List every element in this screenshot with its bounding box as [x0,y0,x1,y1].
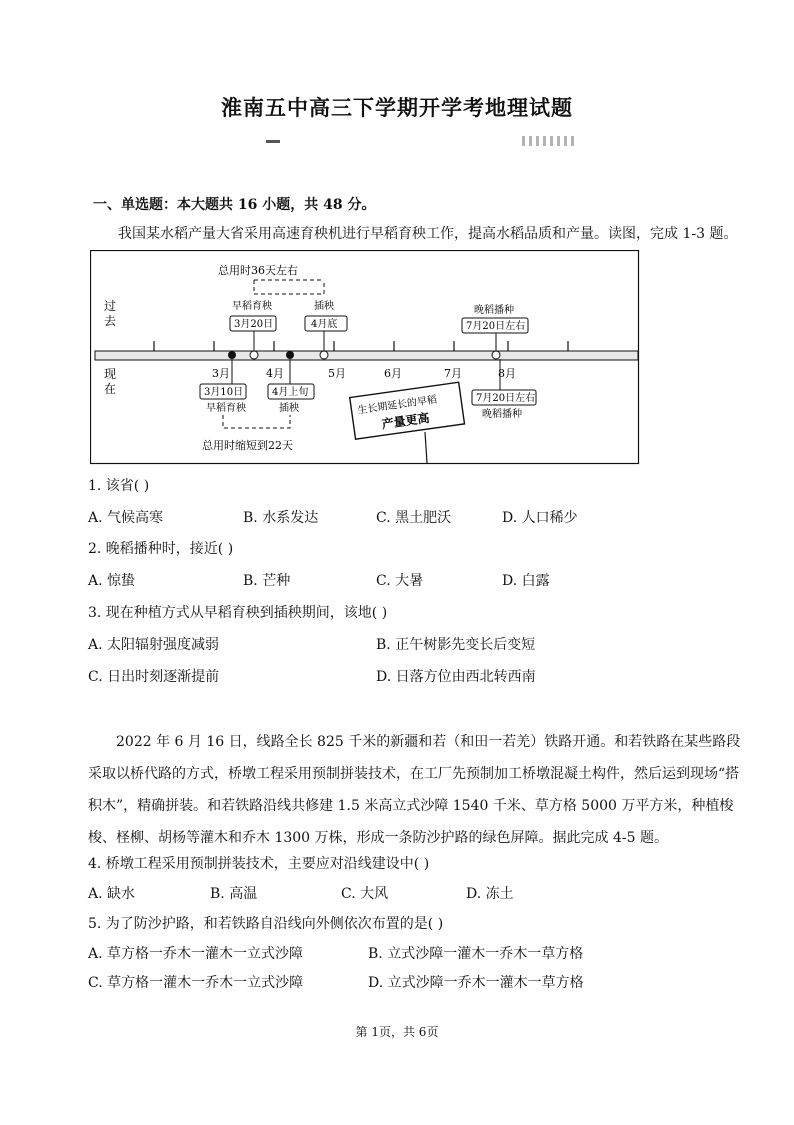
q2-option-b[interactable]: B. 芒种 [243,573,291,589]
month-label: 5月 [328,367,346,380]
past-early-label: 早稻育秧 [232,301,272,312]
q5-option-b[interactable]: B. 立式沙障一灌木一乔木一草方格 [368,946,584,962]
page-title: 淮南五中高三下学期开学考地理试题 [221,95,573,120]
scan-mark [266,140,280,143]
month-label: 3月 [212,367,230,380]
q1-option-b[interactable]: B. 水系发达 [243,510,319,526]
q5-option-a[interactable]: A. 草方格一乔木一灌木一立式沙障 [88,946,304,962]
signboard [350,382,465,439]
q4-option-a[interactable]: A. 缺水 [88,886,136,902]
past-late-date: 7月20日左右 [466,321,526,332]
now-transplant-label: 插秧 [279,403,299,414]
past-transplant-marker [320,351,328,359]
now-late-label: 晚稻播种 [482,409,522,420]
rice-timeline-diagram [90,250,640,465]
q3-option-a[interactable]: A. 太阳辐射强度减弱 [88,637,220,653]
now-label-char1: 现 [104,367,117,381]
question-3-stem: 3. 现在种植方式从早稻育秧到插秧期间，该地( ) [88,605,388,621]
month-label: 6月 [384,367,402,380]
now-label-char2: 在 [104,382,117,396]
q4-option-d[interactable]: D. 冻土 [466,886,514,902]
late-marker [492,351,500,359]
question-4-stem: 4. 桥墩工程采用预制拼装技术，主要应对沿线建设中( ) [88,856,430,872]
month-label: 8月 [498,367,516,380]
sign-line1: 生长期延长的早稻 [356,394,438,417]
past-transplant-label: 插秧 [314,301,334,312]
now-early-date: 3月10日 [204,387,244,398]
page-footer: 第 1页，共 6页 [355,1025,439,1039]
now-transplant-marker [286,351,294,359]
now-early-marker [228,351,236,359]
past-late-label: 晚稻播种 [474,305,514,316]
sign-post [425,432,427,463]
past-transplant-date: 4月底 [311,319,338,330]
total-past-label: 总用时36天左右 [218,264,298,277]
scan-mark [522,136,578,146]
sign-line2: 产量更高 [380,410,431,432]
now-late-date: 7月20日左右 [476,393,536,404]
past-label-char1: 过 [104,299,117,313]
q1-option-a[interactable]: A. 气候高寒 [88,510,164,526]
q3-option-b[interactable]: B. 正午树影先变长后变短 [376,637,536,653]
q1-option-c[interactable]: C. 黑土肥沃 [376,510,452,526]
month-label: 7月 [444,367,462,380]
q3-option-d[interactable]: D. 日落方位由西北转西南 [376,669,536,685]
past-early-marker [250,351,258,359]
section-heading: 一、单选题：本大题共 16 小题，共 48 分。 [93,197,376,213]
passage-2: 2022 年 6 月 16 日，线路全长 825 千米的新疆和若（和田一若羌）铁路开通。和若铁路在某些路段采取以桥代路的方式，桥墩工程采用预制拼装技术，在工厂先预制加工桥墩混凝土构件，然后运到现场“搭积木”，精确拼装。和若铁路沿线共修建 1.5 米高立式沙障 1540 千米、草方格 5000 万平方米，种植梭梭、柽柳、胡杨等灌木和乔木 1300 万株，形成一条防沙护路的绿色屏障。据此完成 4-5 题。 [88,734,741,846]
q2-option-d[interactable]: D. 白露 [502,573,550,589]
past-label-char2: 去 [104,314,117,328]
q2-option-c[interactable]: C. 大暑 [376,573,424,589]
month-label: 4月 [266,367,284,380]
total-now-label: 总用时缩短到22天 [202,439,293,452]
q5-option-d[interactable]: D. 立式沙障一乔木一灌木一草方格 [368,975,584,991]
now-transplant-date: 4月上旬 [272,387,309,398]
past-early-date: 3月20日 [234,319,274,330]
now-bracket [223,415,290,428]
question-1-stem: 1. 该省( ) [88,478,150,494]
intro-paragraph: 我国某水稻产量大省采用高速育秧机进行早稻育秧工作，提高水稻品质和产量。读图，完成 1-3 题。 [118,226,738,242]
q3-option-c[interactable]: C. 日出时刻逐渐提前 [88,669,220,685]
q4-option-c[interactable]: C. 大风 [341,886,389,902]
now-early-label: 早稻育秧 [206,403,246,414]
q1-option-d[interactable]: D. 人口稀少 [502,510,578,526]
question-5-stem: 5. 为了防沙护路，和若铁路自沿线向外侧依次布置的是( ) [88,916,444,932]
q2-option-a[interactable]: A. 惊蛰 [88,573,136,589]
past-bracket [254,280,324,294]
q4-option-b[interactable]: B. 高温 [210,886,258,902]
timeline-bar [95,351,638,360]
timeline-ticks [154,341,568,351]
question-2-stem: 2. 晚稻播种时，接近( ) [88,541,234,557]
q5-option-c[interactable]: C. 草方格一灌木一乔木一立式沙障 [88,975,304,991]
